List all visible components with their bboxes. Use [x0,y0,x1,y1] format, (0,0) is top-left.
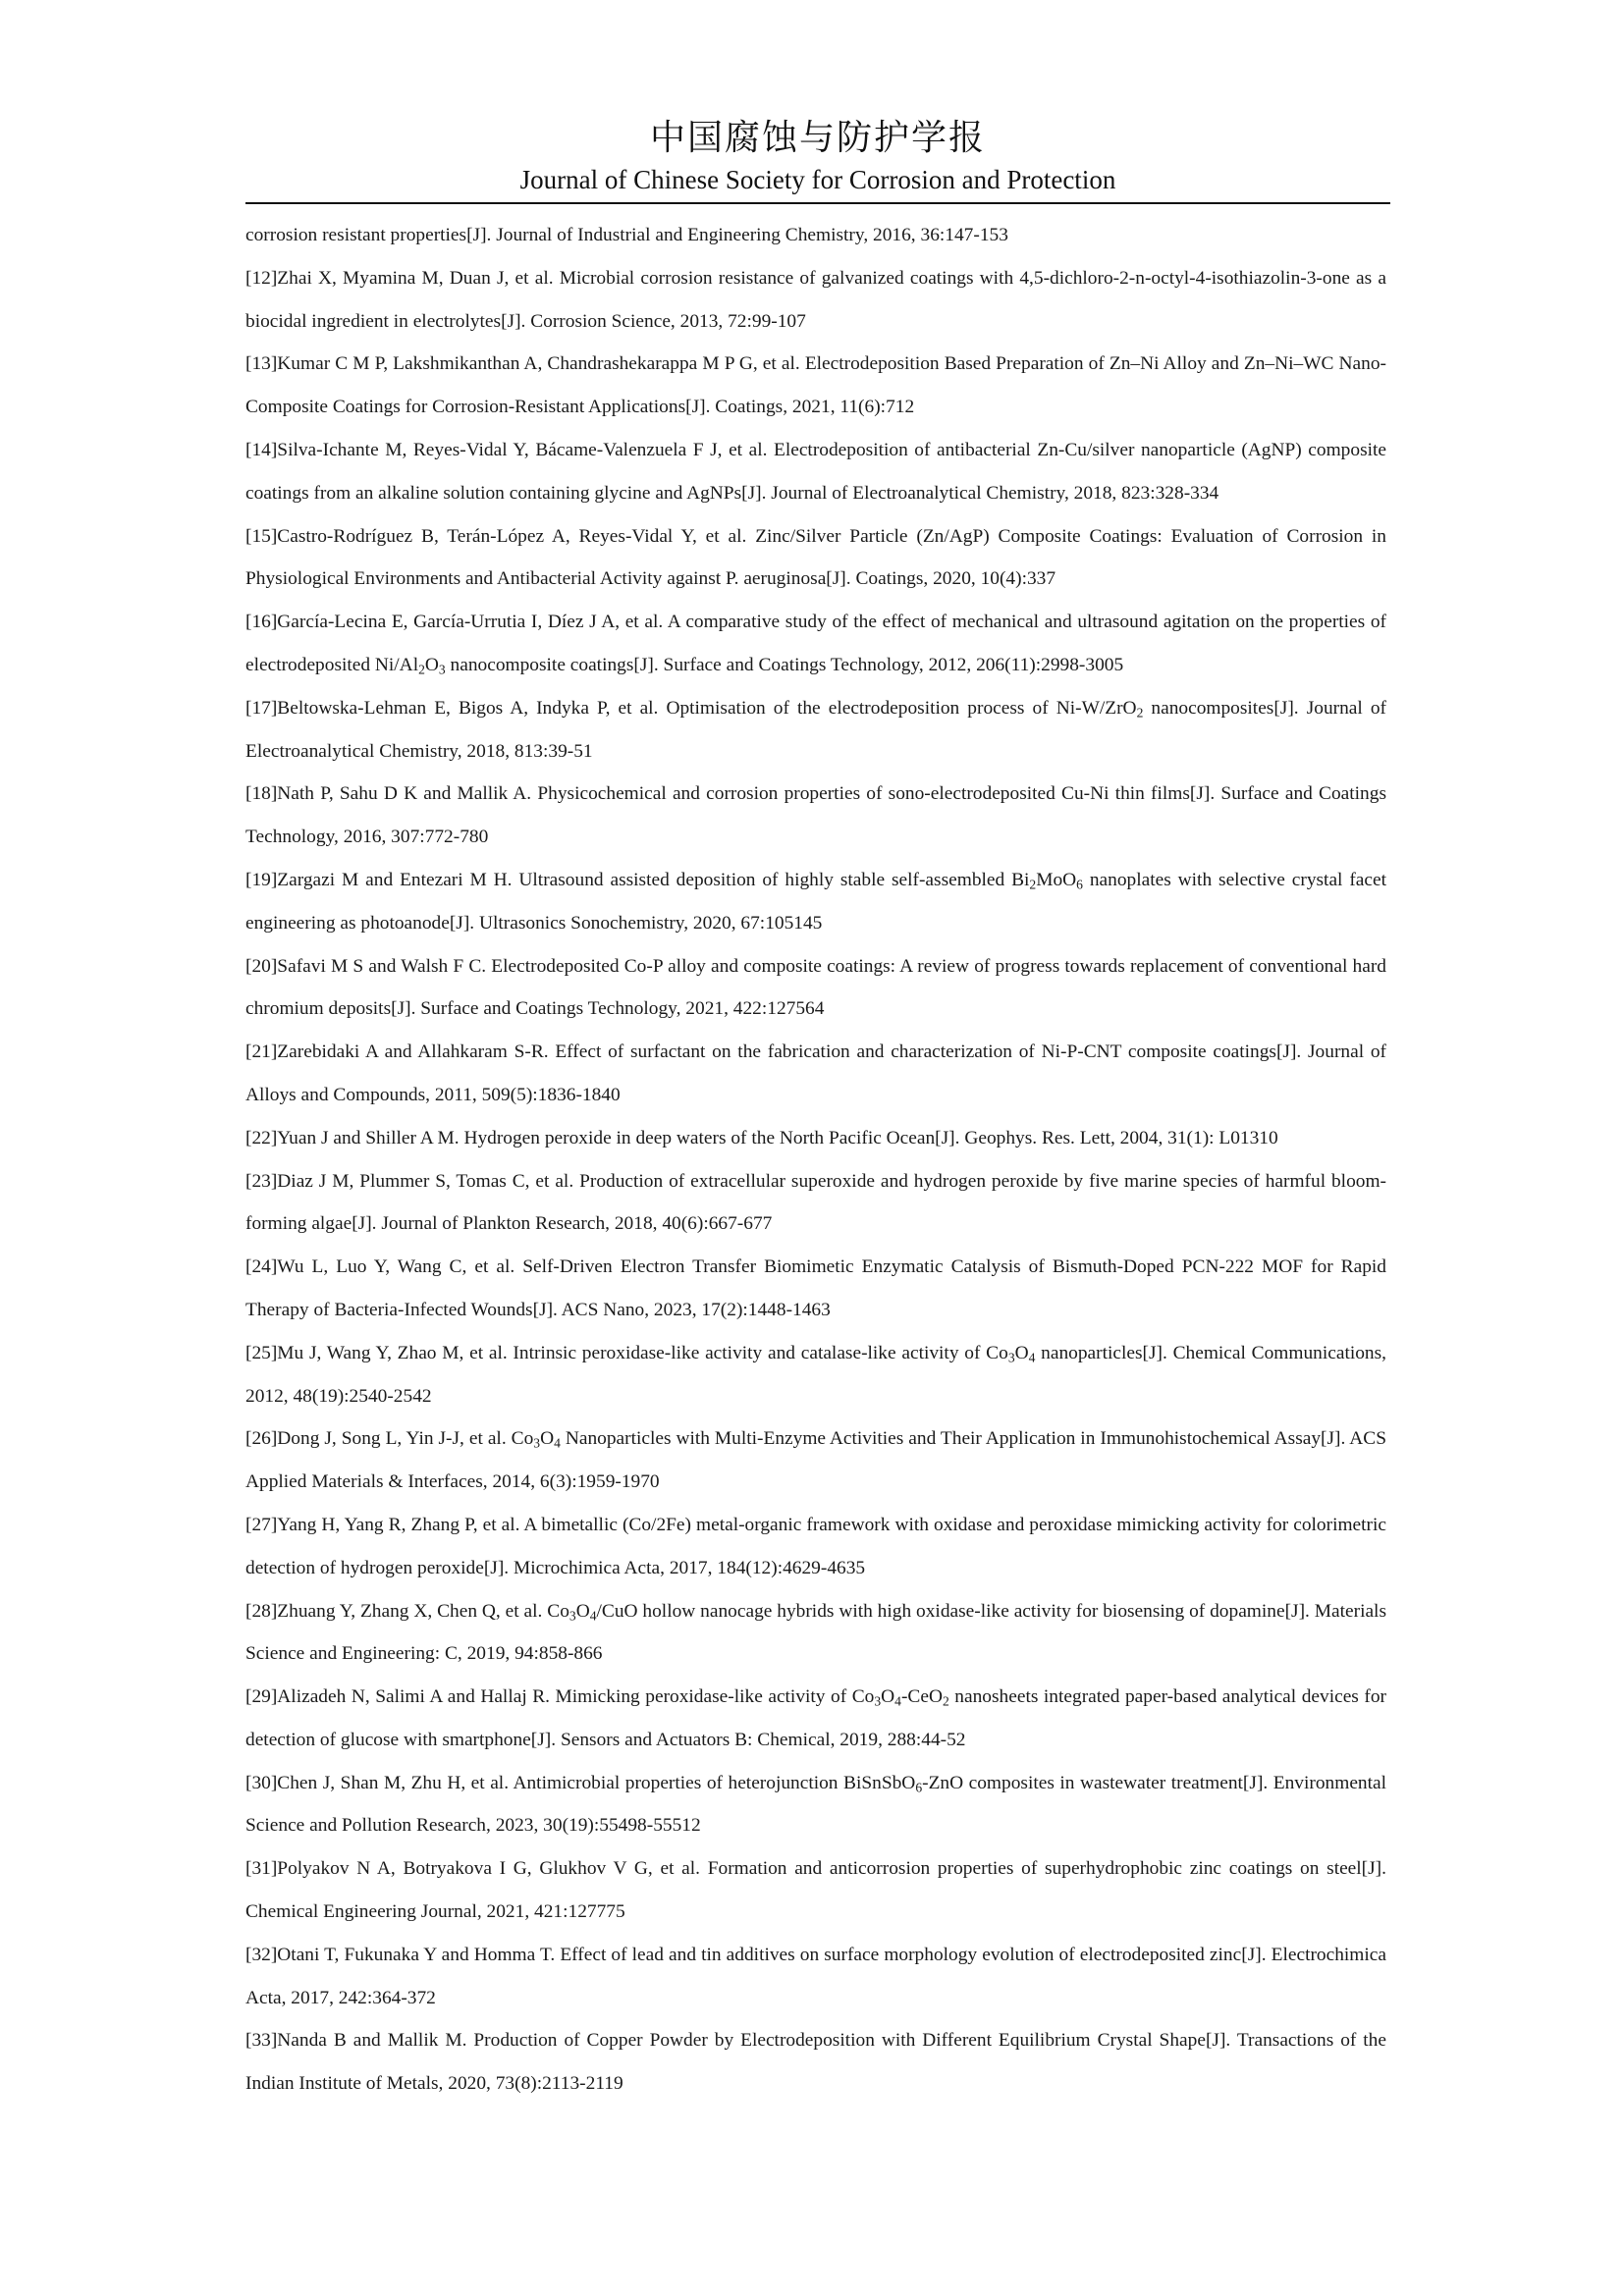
reference-item: [18]Nath P, Sahu D K and Mallik A. Physicochemical and corrosion properties of sono-electrodeposited Cu-Ni thin films[J]. Surface and Coatings Technology, 2016, 307:772-780 [245,783,1386,848]
header-divider [245,202,1390,204]
reference-item: [20]Safavi M S and Walsh F C. Electrodeposited Co-P alloy and composite coatings: A review of progress towards replacement of conventional hard chromium deposits[J]. Surface and Coatings Technology, 2021, 422:127564 [245,955,1386,1020]
journal-header [245,116,1390,196]
reference-item: corrosion resistant properties[J]. Journal of Industrial and Engineering Chemistry, 2016, 36:147-153 [245,225,1008,245]
reference-item: [17]Beltowska-Lehman E, Bigos A, Indyka P, et al. Optimisation of the electrodeposition process of Ni-W/ZrO$_2$ nanocomposites[J]. Journal of Electroanalytical Chemistry, 2018, 813:39-51 [245,697,1386,762]
reference-item: [21]Zarebidaki A and Allahkaram S-R. Effect of surfactant on the fabrication and characterization of Ni-P-CNT composite coatings[J]. Journal of Alloys and Compounds, 2011, 509(5):1836-1840 [245,1041,1386,1105]
reference-list [245,214,1386,2106]
journal-title-english: Journal of Chinese Society for Corrosion and Protection [519,165,1116,194]
reference-item: [33]Nanda B and Mallik M. Production of Copper Powder by Electrodeposition with Different Equilibrium Crystal Shape[J]. Transactions of the Indian Institute of Metals, 2020, 73(8):2113-2119 [245,2030,1386,2095]
reference-item: [29]Alizadeh N, Salimi A and Hallaj R. Mimicking peroxidase-like activity of $Co_3O_4-CeO_2$ nanosheets integrated paper-based analytical devices for detection of glucose with smartphone[J]. Sensors and Actuators B: Chemical, 2019, 288:44-52 [245,1686,1386,1750]
reference-item: [13]Kumar C M P, Lakshmikanthan A, Chandrashekarappa M P G, et al. Electrodeposition Based Preparation of Zn–Ni Alloy and Zn–Ni–WC Nano-Composite Coatings for Corrosion-Resistant Applications[J]. Coatings, 2021, 11(6):712 [245,353,1386,418]
reference-item: [14]Silva-Ichante M, Reyes-Vidal Y, Bácame-Valenzuela F J, et al. Electrodeposition of antibacterial Zn-Cu/silver nanoparticle (AgNP) composite coatings from an alkaline solution containing glycine and AgNPs[J]. Journal of Electroanalytical Chemistry, 2018, 823:328-334 [245,439,1386,504]
journal-title-chinese: 中国腐蚀与防护学报 [649,118,986,158]
reference-item: [23]Diaz J M, Plummer S, Tomas C, et al. Production of extracellular superoxide and hydrogen peroxide by five marine species of harmful bloom-forming algae[J]. Journal of Plankton Research, 2018, 40(6):667-677 [245,1170,1386,1235]
reference-item: [12]Zhai X, Myamina M, Duan J, et al. Microbial corrosion resistance of galvanized coatings with 4,5-dichloro-2-n-octyl-4-isothiazolin-3-one as a biocidal ingredient in electrolytes[J]. Corrosion Science, 2013, 72:99-107 [245,267,1386,332]
reference-item: [24]Wu L, Luo Y, Wang C, et al. Self-Driven Electron Transfer Biomimetic Enzymatic Catalysis of Bismuth-Doped PCN-222 MOF for Rapid Therapy of Bacteria-Infected Wounds[J]. ACS Nano, 2023, 17(2):1448-1463 [245,1256,1386,1320]
reference-item: [25]Mu J, Wang Y, Zhao M, et al. Intrinsic peroxidase-like activity and catalase-like activity of $Co_3O_4$ nanoparticles[J]. Chemical Communications, 2012, 48(19):2540-2542 [245,1342,1387,1407]
reference-item: [30]Chen J, Shan M, Zhu H, et al. Antimicrobial properties of heterojunction BiSnSbO$_6$-ZnO composites in wastewater treatment[J]. Environmental Science and Pollution Research, 2023, 30(19):55498-55512 [245,1772,1386,1837]
reference-item: [31]Polyakov N A, Botryakova I G, Glukhov V G, et al. Formation and anticorrosion properties of superhydrophobic zinc coatings on steel[J]. Chemical Engineering Journal, 2021, 421:127775 [245,1858,1386,1923]
reference-item: [32]Otani T, Fukunaka Y and Homma T. Effect of lead and tin additives on surface morphology evolution of electrodeposited zinc[J]. Electrochimica Acta, 2017, 242:364-372 [245,1944,1386,2008]
reference-item: [26]Dong J, Song L, Yin J-J, et al. $Co_3O_4$ Nanoparticles with Multi-Enzyme Activities and Their Application in Immunohistochemical Assay[J]. ACS Applied Materials & Interfaces, 2014, 6(3):1959-1970 [245,1428,1386,1493]
reference-item: [15]Castro-Rodríguez B, Terán-López A, Reyes-Vidal Y, et al. Zinc/Silver Particle (Zn/AgP) Composite Coatings: Evaluation of Corrosion in Physiological Environments and Antibacterial Activity against P. aeruginosa[J]. Coatings, 2020, 10(4):337 [245,525,1386,590]
reference-item: [16]García-Lecina E, García-Urrutia I, Díez J A, et al. A comparative study of the effect of mechanical and ultrasound agitation on the properties of electrodeposited $Ni/Al_2O_3$ nanocomposite coatings[J]. Surface and Coatings Technology, 2012, 206(11):2998-3005 [245,612,1386,677]
reference-item: [19]Zargazi M and Entezari M H. Ultrasound assisted deposition of highly stable self-assembled $Bi_2MoO_6$ nanoplates with selective crystal facet engineering as photoanode[J]. Ultrasonics Sonochemistry, 2020, 67:105145 [245,869,1386,934]
reference-item: [27]Yang H, Yang R, Zhang P, et al. A bimetallic (Co/2Fe) metal-organic framework with oxidase and peroxidase mimicking activity for colorimetric detection of hydrogen peroxide[J]. Microchimica Acta, 2017, 184(12):4629-4635 [245,1514,1386,1578]
reference-item: [28]Zhuang Y, Zhang X, Chen Q, et al. $Co_3O_4$/CuO hollow nanocage hybrids with high oxidase-like activity for biosensing of dopamine[J]. Materials Science and Engineering: C, 2019, 94:858-866 [245,1600,1386,1665]
reference-item: [22]Yuan J and Shiller A M. Hydrogen peroxide in deep waters of the North Pacific Ocean[J]. Geophys. Res. Lett, 2004, 31(1): L01310 [245,1127,1278,1148]
